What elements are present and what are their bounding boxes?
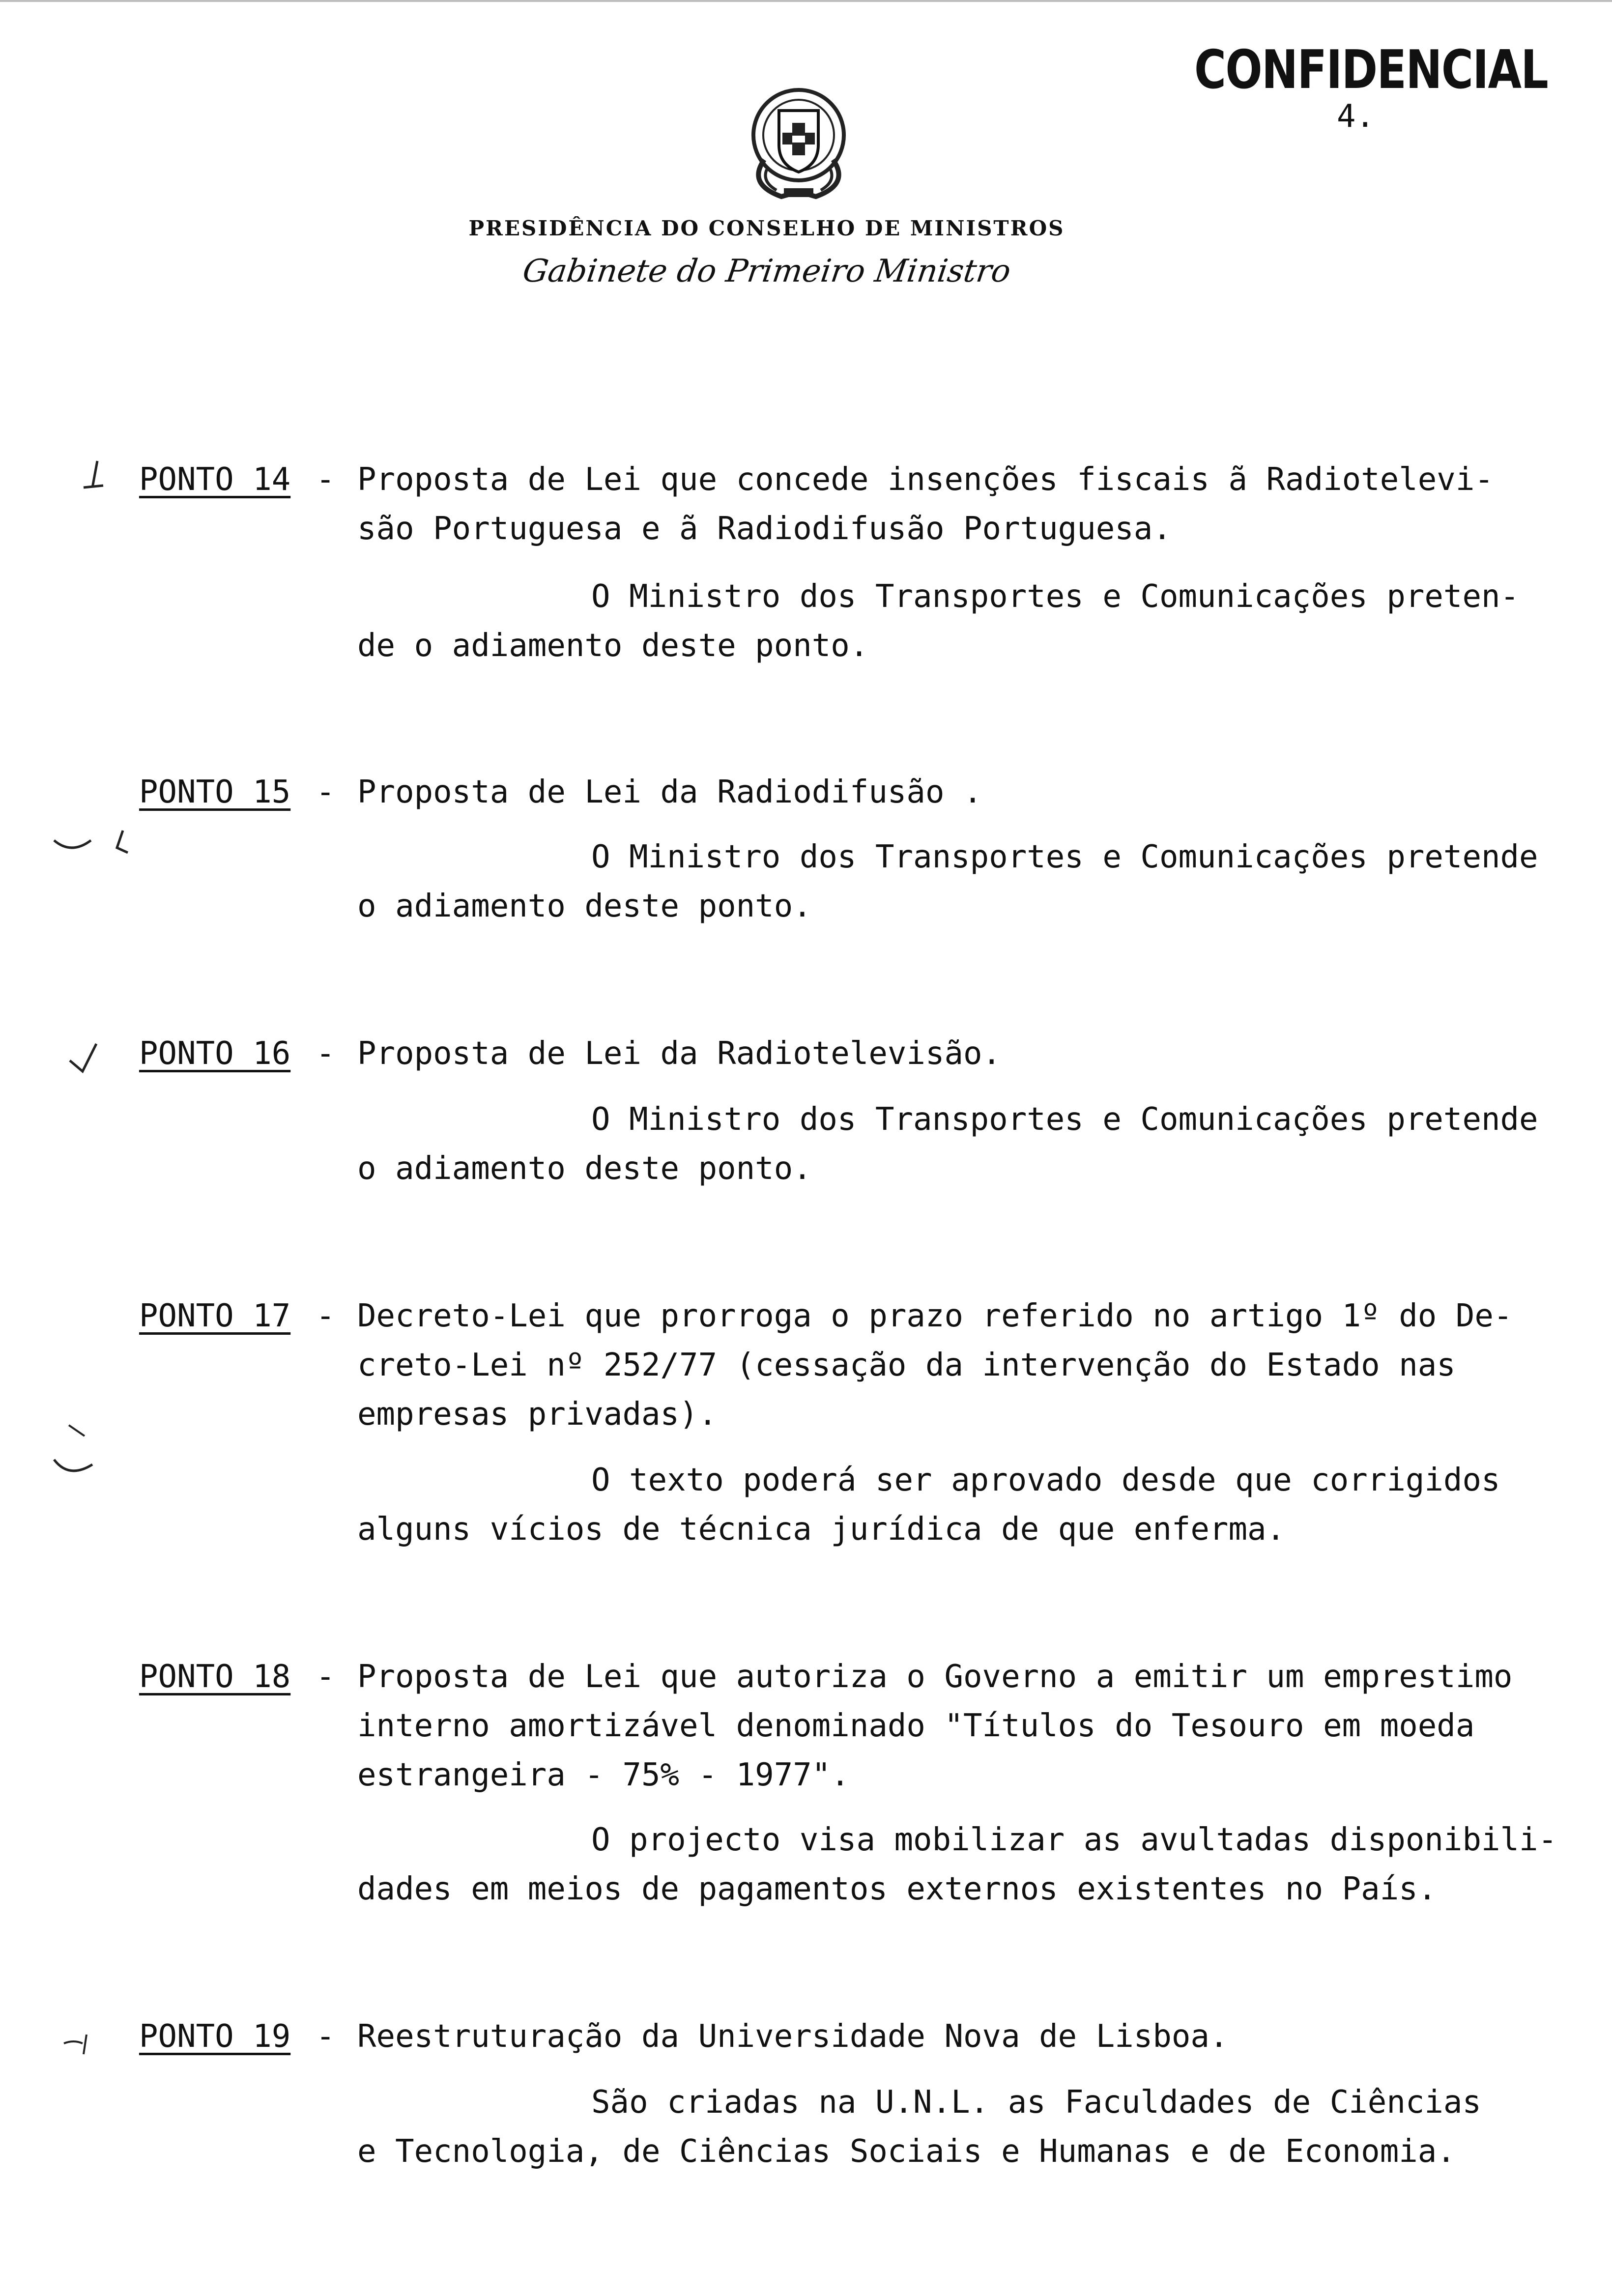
item-dash: - <box>316 1659 335 1695</box>
item-note-line: O texto poderá ser aprovado desde que corrigidos <box>591 1462 1500 1498</box>
item-label: PONTO 16 <box>139 1035 291 1072</box>
item-note-line: O Ministro dos Transportes e Comunicações preten- <box>591 578 1520 615</box>
item-title-line: Proposta de Lei que autoriza o Governo a emitir um emprestimo <box>357 1659 1513 1695</box>
top-rule <box>0 0 1612 2</box>
item-title-line: creto-Lei nº 252/77 (cessação da intervenção do Estado nas <box>357 1347 1456 1383</box>
handwritten-check-mark-icon <box>49 826 138 870</box>
organization-name: PRESIDÊNCIA DO CONSELHO DE MINISTROS <box>468 216 1065 240</box>
handwritten-tick-mark-icon <box>79 457 108 496</box>
item-title-line: Proposta de Lei da Radiotelevisão. <box>357 1035 1002 1072</box>
item-note-line: São criadas na U.N.L. as Faculdades de Ciências <box>591 2084 1481 2121</box>
item-label: PONTO 14 <box>139 461 291 498</box>
item-label: PONTO 15 <box>139 774 291 810</box>
handwritten-check-mark-icon <box>64 1037 103 1076</box>
cabinet-signature-line: Gabinete do Primeiro Ministro <box>520 253 1013 289</box>
item-note-line: dades em meios de pagamentos externos existentes no País. <box>357 1871 1437 1907</box>
item-title-line: Reestruturação da Universidade Nova de Lisboa. <box>357 2018 1229 2055</box>
item-title-line: interno amortizável denominado "Títulos do Tesouro em moeda <box>357 1708 1475 1744</box>
handwritten-arrow-mark-icon <box>59 2030 103 2059</box>
item-title-line: Decreto-Lei que prorroga o prazo referido no artigo 1º do De- <box>357 1298 1513 1334</box>
confidential-stamp: CONFIDENCIAL <box>1194 39 1548 101</box>
item-dash: - <box>316 461 335 498</box>
item-title-line: empresas privadas). <box>357 1396 718 1433</box>
item-dash: - <box>316 1035 335 1072</box>
item-note-line: alguns vícios de técnica jurídica de que enferma. <box>357 1511 1286 1548</box>
item-title-line: são Portuguesa e ã Radiodifusão Portuguesa. <box>357 511 1172 547</box>
item-note-line: o adiamento deste ponto. <box>357 888 812 924</box>
item-title-line: Proposta de Lei da Radiodifusão . <box>357 774 982 810</box>
item-title-line: estrangeira - 75% - 1977". <box>357 1757 850 1793</box>
item-dash: - <box>316 774 335 810</box>
coat-of-arms-emblem-icon <box>737 76 860 204</box>
item-note-line: O Ministro dos Transportes e Comunicações pretende <box>591 839 1538 875</box>
item-note-line: o adiamento deste ponto. <box>357 1150 812 1187</box>
item-title-line: Proposta de Lei que concede insenções fiscais ã Radiotelevi- <box>357 461 1494 498</box>
item-dash: - <box>316 1298 335 1334</box>
item-label: PONTO 18 <box>139 1659 291 1695</box>
item-note-line: e Tecnologia, de Ciências Sociais e Humanas e de Economia. <box>357 2133 1456 2170</box>
item-note-line: O Ministro dos Transportes e Comunicações pretende <box>591 1101 1538 1138</box>
handwritten-bracket-mark-icon <box>49 1415 103 1489</box>
page-number: 4. <box>1337 98 1375 135</box>
item-dash: - <box>316 2018 335 2055</box>
item-label: PONTO 19 <box>139 2018 291 2055</box>
item-note-line: de o adiamento deste ponto. <box>357 628 869 664</box>
item-note-line: O projecto visa mobilizar as avultadas disponibili- <box>591 1822 1557 1858</box>
item-label: PONTO 17 <box>139 1298 291 1334</box>
